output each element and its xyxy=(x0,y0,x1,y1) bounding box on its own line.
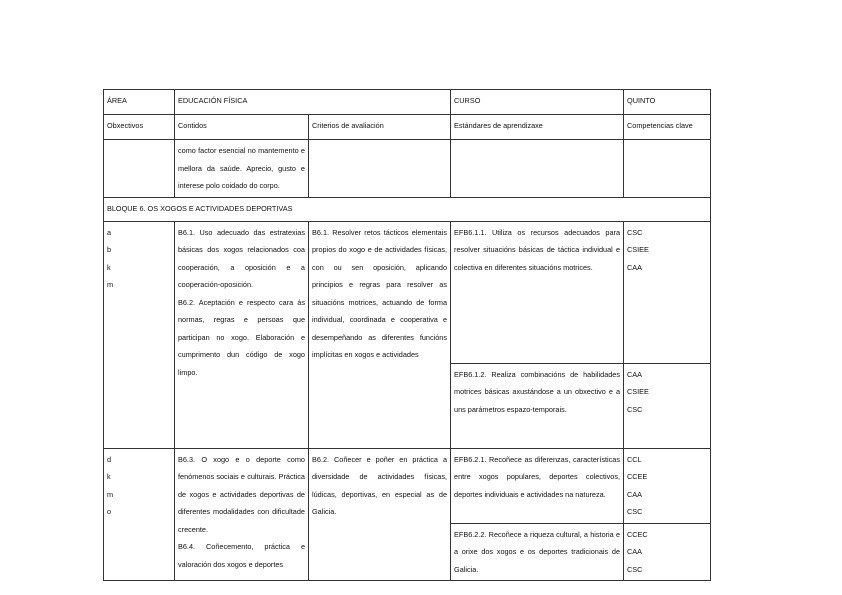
block-title: BLOQUE 6. OS XOGOS E ACTIVIDADES DEPORTIVAS xyxy=(104,197,711,221)
row1-competencias-2: CAA CSIEE CSC xyxy=(624,363,711,448)
row1-competencias-1: CSC CSIEE CAA xyxy=(624,221,711,363)
content-row-1 xyxy=(104,221,711,363)
row1-contido-1: B6.1. Uso adecuado das estratexias básicas dos xogos relacionados coa cooperación, a oposición e a cooperación-oposición. xyxy=(178,227,305,289)
curso-value: QUINTO xyxy=(624,90,711,115)
area-label: ÁREA xyxy=(104,90,175,115)
continuation-criterios xyxy=(309,140,451,198)
row2-estandar-1: EFB6.2.1. Recoñece as diferenzas, características entre xogos populares, deportes colectivos, deportes individuais e actividades na natureza. xyxy=(451,448,624,523)
col-contidos: Contidos xyxy=(175,115,309,140)
continuation-estandares xyxy=(451,140,624,198)
row1-contidos xyxy=(175,221,309,448)
row2-contido-2: B6.4. Coñecemento, práctica e valoración dos xogos e deportes xyxy=(178,542,305,569)
continuation-contidos: como factor esencial no mantemento e mellora da saúde. Aprecio, gusto e interese polo coidado do corpo. xyxy=(175,140,309,198)
column-header-row xyxy=(104,115,711,140)
row2-competencias-1: CCL CCEE CAA CSC xyxy=(624,448,711,523)
row1-obxectivos: a b k m xyxy=(104,221,175,448)
continuation-obxectivos xyxy=(104,140,175,198)
row1-estandar-1: EFB6.1.1. Utiliza os recursos adecuados para resolver situacións básicas de táctica individual e colectiva en diferentes situacións motrices. xyxy=(451,221,624,363)
row2-obxectivos: d k m o xyxy=(104,448,175,581)
curso-label: CURSO xyxy=(451,90,624,115)
continuation-competencias xyxy=(624,140,711,198)
row2-competencias-2: CCEC CAA CSC xyxy=(624,523,711,581)
row2-estandar-2: EFB6.2.2. Recoñece a riqueza cultural, a historia e a orixe dos xogos e os deportes tradicionais de Galicia. xyxy=(451,523,624,581)
row1-criterio: B6.1. Resolver retos tácticos elementais propios do xogo e de actividades físicas, con ou sen oposición, aplicando principios e regras para resolver as situacións motrices, actuando de forma individual, coordinada e cooperativa e desempeñando as diferentes funcións implícitas en xogos e actividades xyxy=(309,221,451,448)
row1-estandar-2: EFB6.1.2. Realiza combinacións de habilidades motrices básicas axustándose a un obxectivo e a uns parámetros espazo-temporais. xyxy=(451,363,624,448)
col-competencias: Competencias clave xyxy=(624,115,711,140)
col-obxectivos: Obxectivos xyxy=(104,115,175,140)
col-estandares: Estándares de aprendizaxe xyxy=(451,115,624,140)
row2-contido-1: B6.3. O xogo e o deporte como fenómenos sociais e culturais. Práctica de xogos e actividades deportivas de diferentes modalidades con dificultade crecente. xyxy=(178,454,305,534)
curriculum-table xyxy=(103,89,711,581)
col-criterios: Criterios de avaliación xyxy=(309,115,451,140)
row1-contido-2: B6.2. Aceptación e respecto cara ás normas, regras e persoas que participan no xogo. Elaboración e cumprimento dun código de xogo limpo. xyxy=(178,297,305,377)
block-title-row xyxy=(104,197,711,221)
header-row xyxy=(104,90,711,115)
content-row-2 xyxy=(104,448,711,523)
row2-criterio: B6.2. Coñecer e poñer en práctica a diversidade de actividades físicas, lúdicas, deportivas, en especial as de Galicia. xyxy=(309,448,451,581)
row2-contidos xyxy=(175,448,309,581)
area-value: EDUCACIÓN FÍSICA xyxy=(175,90,451,115)
continuation-row xyxy=(104,140,711,198)
